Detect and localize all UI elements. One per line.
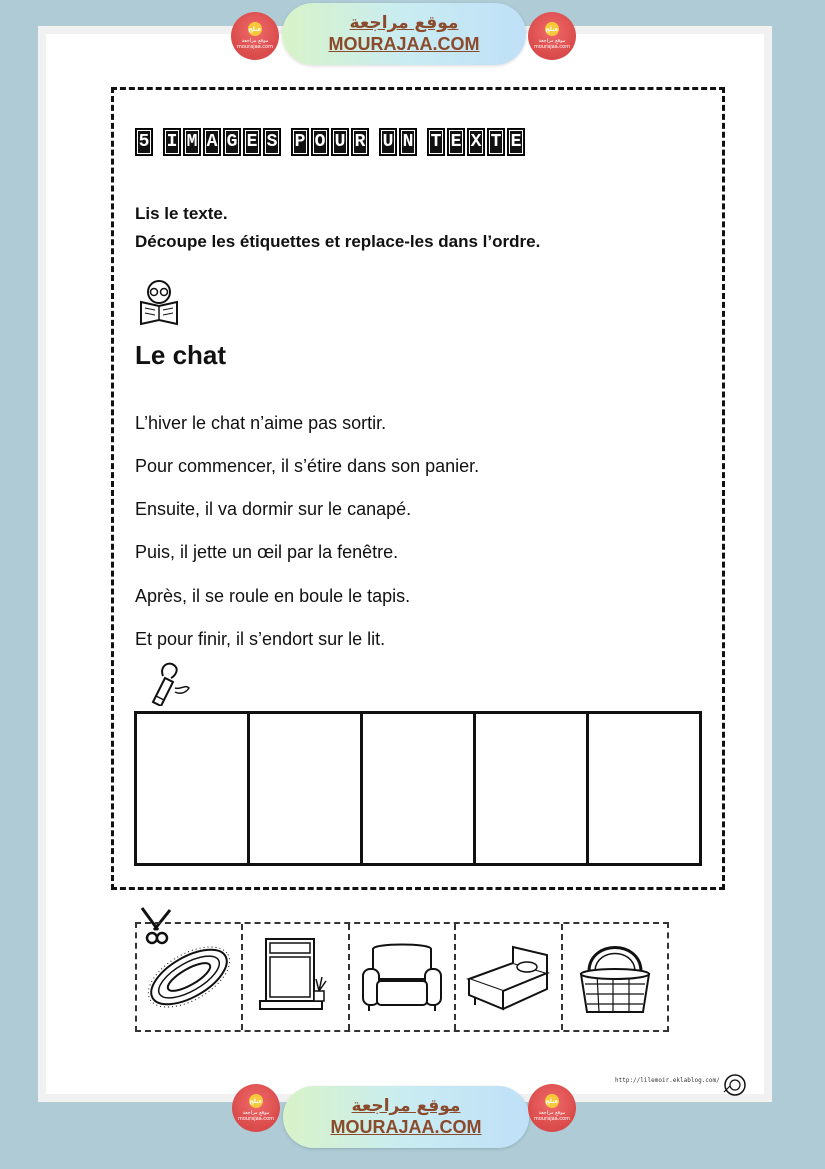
badge-text-site: mourajaa.com — [237, 1116, 274, 1122]
author-signature-icon — [722, 1072, 748, 1098]
title-letter: N — [399, 128, 417, 156]
title-letter: A — [203, 128, 221, 156]
story-line: Puis, il jette un œil par la fenêtre. — [135, 542, 399, 562]
banner-site-link[interactable]: MOURAJAA.COM — [330, 1117, 482, 1137]
story-line: Après, il se roule en boule le tapis. — [135, 586, 411, 606]
title-word — [379, 128, 417, 156]
story-line: Pour commencer, il s’étire dans son panier. — [135, 456, 480, 476]
title-letter: X — [467, 128, 485, 156]
label-card[interactable] — [563, 924, 667, 1030]
site-logo-badge — [232, 1084, 280, 1132]
instruction-cut: Découpe les étiquettes et replace-les dans l’ordre. — [135, 232, 541, 251]
reading-child-icon — [137, 278, 181, 326]
answer-box[interactable] — [250, 714, 363, 863]
label-card[interactable] — [137, 924, 243, 1030]
source-url[interactable]: http://lilemoir.eklablog.com/ — [615, 1077, 720, 1084]
story-line: Et pour finir, il s’endort sur le lit. — [135, 629, 386, 649]
title-letter: T — [427, 128, 445, 156]
answer-box[interactable] — [589, 714, 699, 863]
title-letter: G — [223, 128, 241, 156]
site-logo-badge — [528, 12, 576, 60]
title-word — [163, 128, 281, 156]
armchair-icon — [359, 939, 445, 1015]
badge-text-arabic: موقع مراجعة — [538, 1110, 566, 1116]
title-letter: 5 — [135, 128, 153, 156]
cut-out-labels — [135, 922, 669, 1032]
site-banner-top[interactable] — [282, 3, 526, 65]
title-letter: S — [263, 128, 281, 156]
story-line: L’hiver le chat n’aime pas sortir. — [135, 413, 387, 433]
title-letter: E — [243, 128, 261, 156]
label-card[interactable] — [456, 924, 562, 1030]
badge-text-arabic: موقع مراجعة — [241, 38, 269, 44]
basket-icon — [573, 934, 657, 1020]
banner-arabic-text: موقع مراجعة — [349, 13, 459, 33]
site-logo-badge — [231, 12, 279, 60]
story-title: Le chat — [135, 340, 227, 370]
title-word — [291, 128, 369, 156]
answer-box[interactable] — [137, 714, 250, 863]
site-banner-bottom[interactable] — [283, 1086, 529, 1148]
badge-text-arabic: موقع مراجعة — [538, 38, 566, 44]
title-letter: M — [183, 128, 201, 156]
instruction-read: Lis le texte. — [135, 204, 228, 223]
title-letter: R — [351, 128, 369, 156]
story-line: Ensuite, il va dormir sur le canapé. — [135, 499, 412, 519]
logo-mark: عبلج — [249, 1094, 263, 1108]
banner-arabic-text: موقع مراجعة — [351, 1096, 461, 1116]
badge-text-site: mourajaa.com — [236, 44, 273, 50]
title-word — [427, 128, 525, 156]
banner-site-link[interactable]: MOURAJAA.COM — [328, 34, 480, 54]
logo-mark: عبلج — [248, 22, 262, 36]
glue-stick-icon — [145, 658, 191, 706]
title-word — [135, 128, 153, 156]
answer-grid — [134, 711, 702, 866]
answer-box[interactable] — [363, 714, 476, 863]
title-letter: E — [507, 128, 525, 156]
title-letter: O — [311, 128, 329, 156]
title-letter: U — [379, 128, 397, 156]
logo-mark: عبلج — [545, 1094, 559, 1108]
title-letter: U — [331, 128, 349, 156]
badge-text-site: mourajaa.com — [533, 44, 570, 50]
rug-icon — [141, 941, 237, 1013]
title-letter: E — [447, 128, 465, 156]
label-card[interactable] — [243, 924, 349, 1030]
site-logo-badge — [528, 1084, 576, 1132]
title-letter: P — [291, 128, 309, 156]
bed-icon — [463, 939, 553, 1015]
worksheet-title — [135, 128, 525, 156]
logo-mark: عبلج — [545, 22, 559, 36]
answer-box[interactable] — [476, 714, 589, 863]
title-letter: T — [487, 128, 505, 156]
badge-text-site: mourajaa.com — [533, 1116, 570, 1122]
title-letter: I — [163, 128, 181, 156]
window-icon — [256, 935, 336, 1019]
label-card[interactable] — [350, 924, 456, 1030]
badge-text-arabic: موقع مراجعة — [242, 1110, 270, 1116]
